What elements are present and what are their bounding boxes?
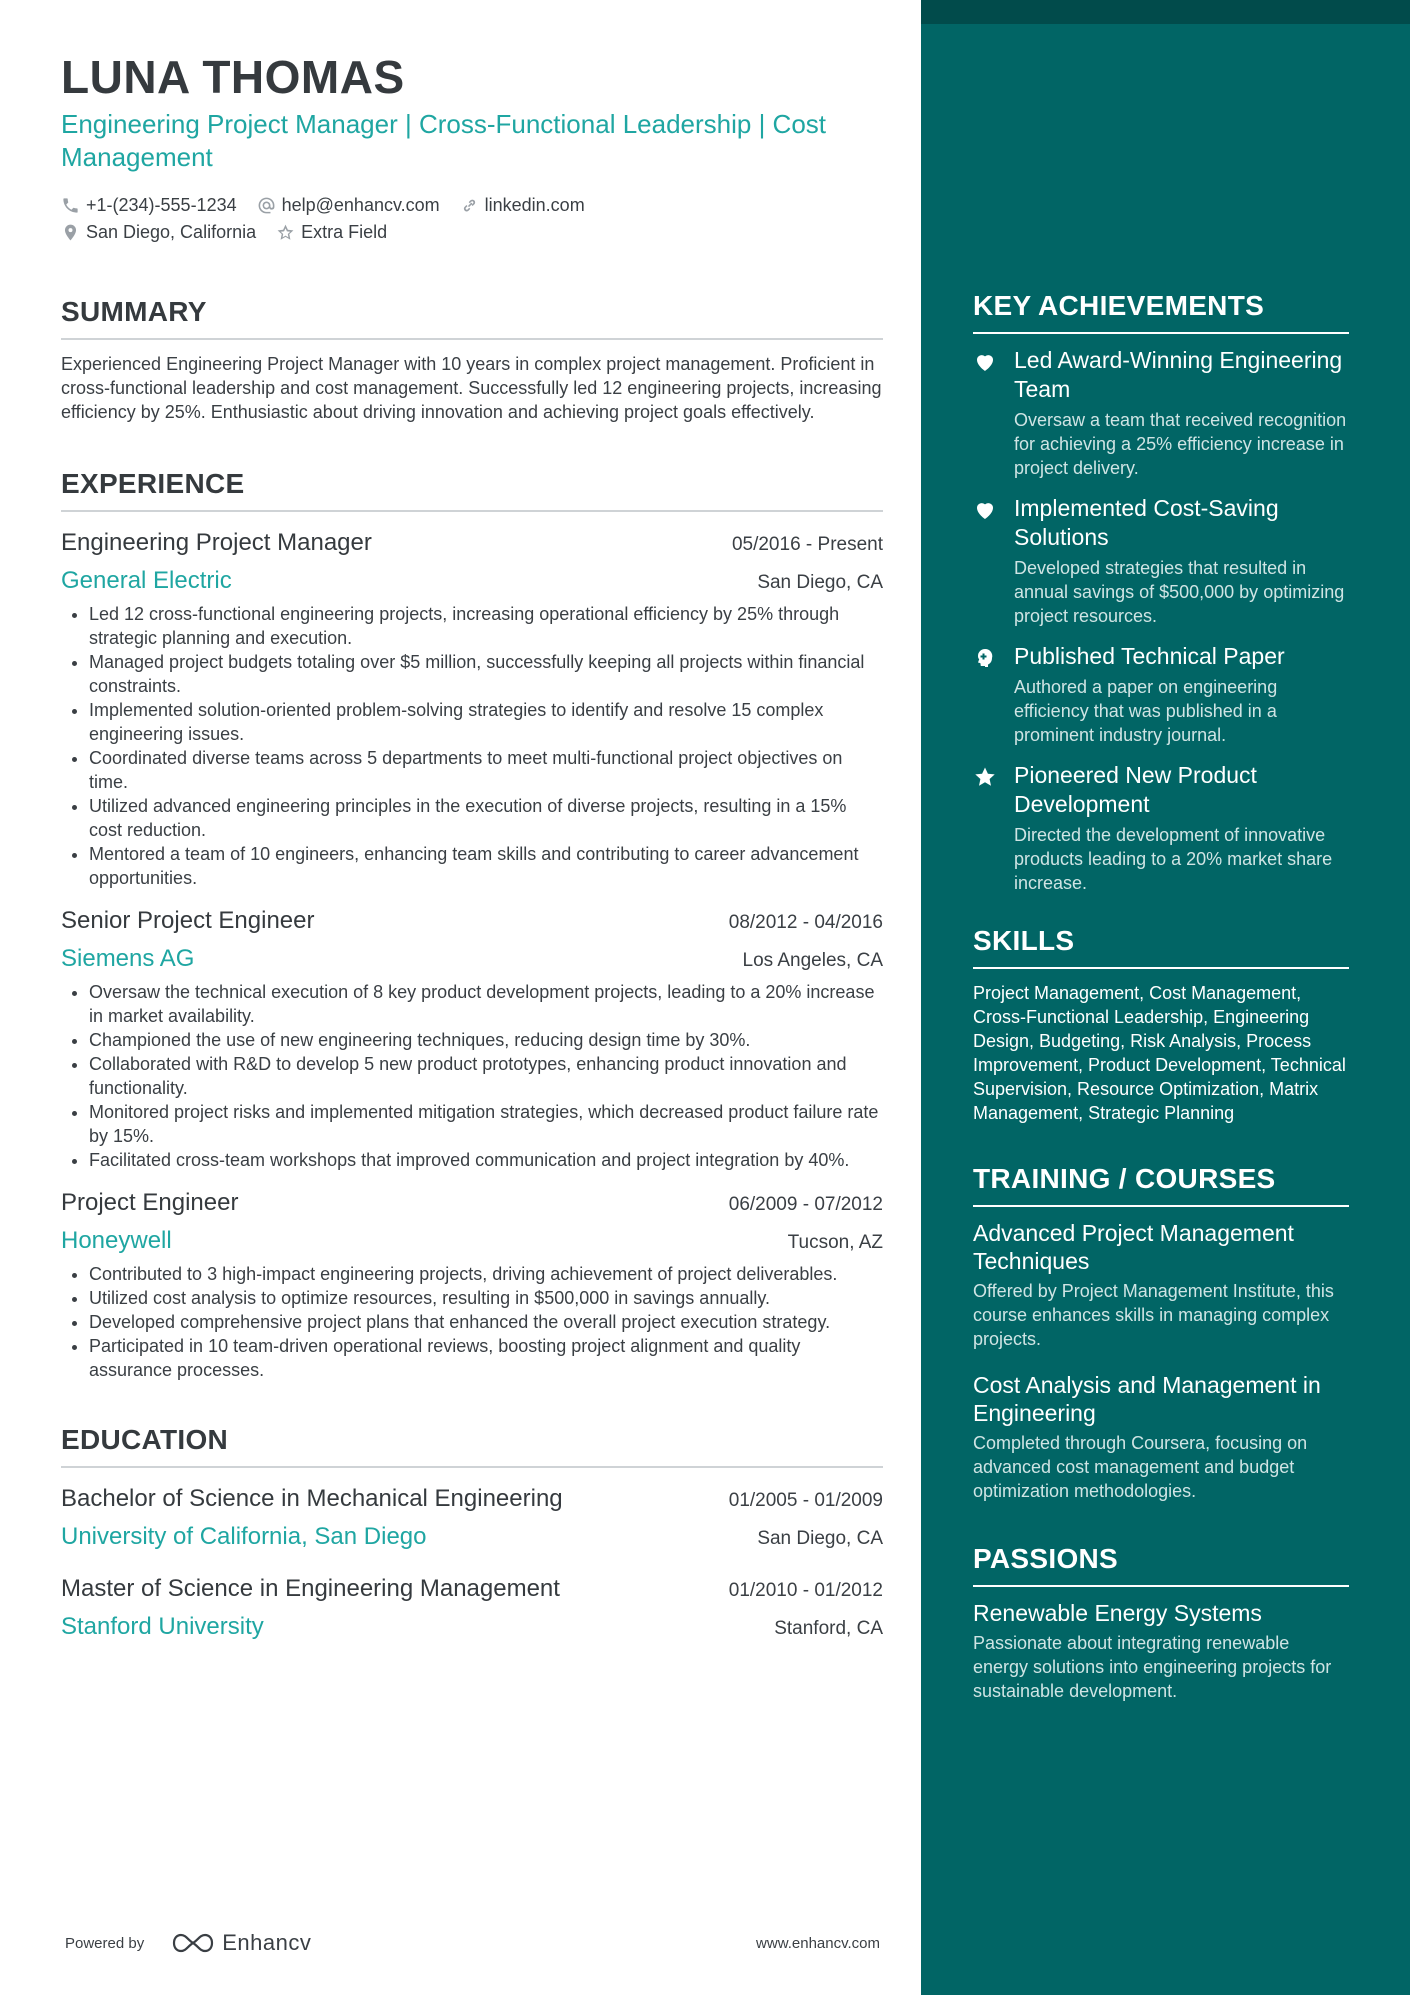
sidebar (921, 0, 1410, 1995)
training-title: TRAINING / COURSES (973, 1163, 1349, 1207)
bullet-item: • Championed the use of new engineering techniques, reducing design time by 30%. (89, 1028, 883, 1052)
course-desc: Offered by Project Management Institute, this course enhances skills in managing complex projects. (973, 1281, 1334, 1349)
course-desc: Completed through Coursera, focusing on advanced cost management and budget optimization methodologies. (973, 1433, 1308, 1501)
achievement-desc: Developed strategies that resulted in annual savings of $500,000 by optimizing project resources. (1014, 558, 1345, 626)
bullet-item: • Collaborated with R&D to develop 5 new product prototypes, enhancing product innovation and functionality. (89, 1052, 883, 1100)
education-title: EDUCATION (61, 1424, 883, 1468)
job-location: Tucson, AZ (787, 1232, 883, 1253)
bullet-item: • Utilized advanced engineering principles in the execution of diverse projects, resulting in a 15% cost reduction. (89, 794, 883, 842)
achievement-item (973, 642, 1349, 747)
enhancv-logo-icon (170, 1930, 216, 1956)
job-bullets (61, 602, 883, 890)
achievement-item (973, 761, 1349, 895)
job-subhead (61, 940, 883, 978)
phone-text: +1-(234)-555-1234 (86, 195, 237, 215)
achievement-body (1014, 642, 1349, 747)
summary-title: SUMMARY (61, 296, 883, 340)
bullet-item: • Managed project budgets totaling over $5 million, successfully keeping all projects within financial constraints. (89, 650, 883, 698)
phone-icon (61, 196, 80, 215)
job-entry (61, 1184, 883, 1382)
footer (65, 1925, 880, 1961)
job-dates: 08/2012 - 04/2016 (728, 912, 883, 933)
bullet-item: • Monitored project risks and implemented mitigation strategies, which decreased product failure rate by 15%. (89, 1100, 883, 1148)
achievement-body (1014, 494, 1349, 628)
job-title: Senior Project Engineer (61, 907, 315, 934)
email-contact[interactable] (257, 195, 440, 216)
edu-head (61, 1480, 883, 1518)
job-subhead (61, 1222, 883, 1260)
star-outline-icon (276, 223, 295, 242)
bullet-item: • Facilitated cross-team workshops that improved communication and project integration by 40%. (89, 1148, 883, 1172)
contact-row-2 (61, 219, 883, 246)
job-company: Siemens AG (61, 945, 195, 972)
achievement-title: Led Award-Winning Engineering Team (1014, 347, 1343, 402)
job-location: Los Angeles, CA (742, 950, 883, 971)
bullet-item: • Developed comprehensive project plans that enhanced the overall project execution strategy. (89, 1310, 883, 1334)
job-head (61, 1184, 883, 1222)
passions-title: PASSIONS (973, 1543, 1349, 1587)
headline: Engineering Project Manager | Cross-Functional Leadership | Cost Management (61, 109, 827, 172)
achievement-item (973, 494, 1349, 628)
contact-row-1 (61, 192, 883, 219)
course-title: Advanced Project Management Techniques (973, 1220, 1294, 1274)
course-item (973, 1219, 1349, 1351)
school: Stanford University (61, 1613, 264, 1640)
job-title: Project Engineer (61, 1189, 239, 1216)
sidebar-top-band (921, 0, 1410, 24)
bullet-item: • Participated in 10 team-driven operational reviews, boosting project alignment and quality assurance processes. (89, 1334, 883, 1382)
job-subhead (61, 562, 883, 600)
achievement-body (1014, 346, 1349, 480)
achievement-item (973, 346, 1349, 480)
edu-dates: 01/2010 - 01/2012 (728, 1580, 883, 1601)
achievement-desc: Authored a paper on engineering efficiency that was published in a prominent industry journal. (1014, 677, 1278, 745)
skills-title: SKILLS (973, 925, 1349, 969)
achievements-section (973, 290, 1349, 895)
job-entry (61, 524, 883, 890)
star-icon (973, 765, 999, 791)
achievement-desc: Directed the development of innovative products leading to a 20% market share increase. (1014, 825, 1333, 893)
bullet-item: • Oversaw the technical execution of 8 key product development projects, leading to a 20% increase in market availability. (89, 980, 883, 1028)
course-title: Cost Analysis and Management in Engineering (973, 1372, 1321, 1426)
footer-website[interactable]: www.enhancv.com (756, 1934, 880, 1952)
education-entry (61, 1570, 883, 1646)
job-dates: 06/2009 - 07/2012 (728, 1194, 883, 1215)
phone-contact (61, 195, 237, 216)
linkedin-contact[interactable] (460, 195, 585, 216)
achievement-title: Implemented Cost-Saving Solutions (1014, 495, 1279, 550)
job-company: Honeywell (61, 1227, 172, 1254)
linkedin-text: linkedin.com (484, 195, 585, 215)
bullet-item: • Mentored a team of 10 engineers, enhancing team skills and contributing to career advancement opportunities. (89, 842, 883, 890)
achievements-title: KEY ACHIEVEMENTS (973, 290, 1349, 334)
education-entry (61, 1480, 883, 1556)
powered-by-label: Powered by (65, 1934, 145, 1952)
job-bullets (61, 1262, 883, 1382)
achievement-body (1014, 761, 1349, 895)
location-pin-icon (61, 223, 80, 242)
extra-contact (276, 222, 387, 243)
job-dates: 05/2016 - Present (731, 534, 883, 555)
bullet-item: • Utilized cost analysis to optimize resources, resulting in $500,000 in savings annually. (89, 1286, 883, 1310)
job-head (61, 524, 883, 562)
sidebar-content (973, 290, 1349, 1703)
job-location: San Diego, CA (757, 572, 883, 593)
powered-by (65, 1930, 311, 1956)
passion-title: Renewable Energy Systems (973, 1600, 1262, 1626)
summary-text: Experienced Engineering Project Manager with 10 years in complex project management. Proficient in cross-functional leadership and cost management. Successfully led 12 engineering projects, increasing efficiency by 25%. Enthusiastic about driving innovation and achieving project goals effectively. (61, 354, 882, 422)
edu-subhead (61, 1608, 883, 1646)
experience-title: EXPERIENCE (61, 468, 883, 512)
job-head (61, 902, 883, 940)
brand-name: Enhancv (222, 1930, 312, 1955)
edu-location: Stanford, CA (774, 1618, 883, 1639)
course-item (973, 1371, 1349, 1503)
bullet-item: • Contributed to 3 high-impact engineering projects, driving achievement of project deliverables. (89, 1262, 883, 1286)
achievement-desc: Oversaw a team that received recognition for achieving a 25% efficiency increase in project delivery. (1014, 410, 1347, 478)
education-section (61, 1424, 883, 1646)
edu-dates: 01/2005 - 01/2009 (728, 1490, 883, 1511)
candidate-name: LUNA THOMAS (61, 51, 405, 103)
achievement-title: Pioneered New Product Development (1014, 762, 1257, 817)
email-text: help@enhancv.com (281, 195, 440, 215)
bullet-item: • Led 12 cross-functional engineering projects, increasing operational efficiency by 25% through strategic planning and execution. (89, 602, 883, 650)
bullet-item: • Coordinated diverse teams across 5 departments to meet multi-functional project objectives on time. (89, 746, 883, 794)
passions-section (973, 1543, 1349, 1703)
edu-subhead (61, 1518, 883, 1556)
summary-section (61, 296, 883, 424)
school: University of California, San Diego (61, 1523, 427, 1550)
edu-head (61, 1570, 883, 1608)
training-section (973, 1163, 1349, 1503)
heart-icon (973, 350, 999, 376)
link-icon (460, 196, 479, 215)
bullet-item: • Implemented solution-oriented problem-solving strategies to identify and resolve 15 complex engineering issues. (89, 698, 883, 746)
degree: Master of Science in Engineering Management (61, 1575, 560, 1602)
job-title: Engineering Project Manager (61, 529, 372, 556)
passion-desc: Passionate about integrating renewable energy solutions into engineering projects for sustainable development. (973, 1633, 1332, 1701)
experience-section (61, 468, 883, 1382)
location-text: San Diego, California (86, 222, 257, 242)
location-contact (61, 222, 256, 243)
skills-section (973, 925, 1349, 1125)
brain-icon (973, 646, 999, 672)
contact-info (61, 192, 883, 246)
degree: Bachelor of Science in Mechanical Engineering (61, 1485, 563, 1512)
skills-text: Project Management, Cost Management, Cross-Functional Leadership, Engineering Design, Budgeting, Risk Analysis, Process Improvement, Product Development, Technical Supervision, Resource Optimization, Matrix Management, Strategic Planning (973, 983, 1346, 1123)
main-column (61, 48, 883, 1646)
extra-text: Extra Field (301, 222, 388, 242)
brand-logo[interactable] (170, 1930, 311, 1956)
heart-icon (973, 498, 999, 524)
at-icon (257, 196, 276, 215)
job-company: General Electric (61, 567, 232, 594)
job-entry (61, 902, 883, 1172)
achievement-title: Published Technical Paper (1014, 643, 1285, 669)
job-bullets (61, 980, 883, 1172)
passion-item (973, 1599, 1349, 1703)
edu-location: San Diego, CA (757, 1528, 883, 1549)
